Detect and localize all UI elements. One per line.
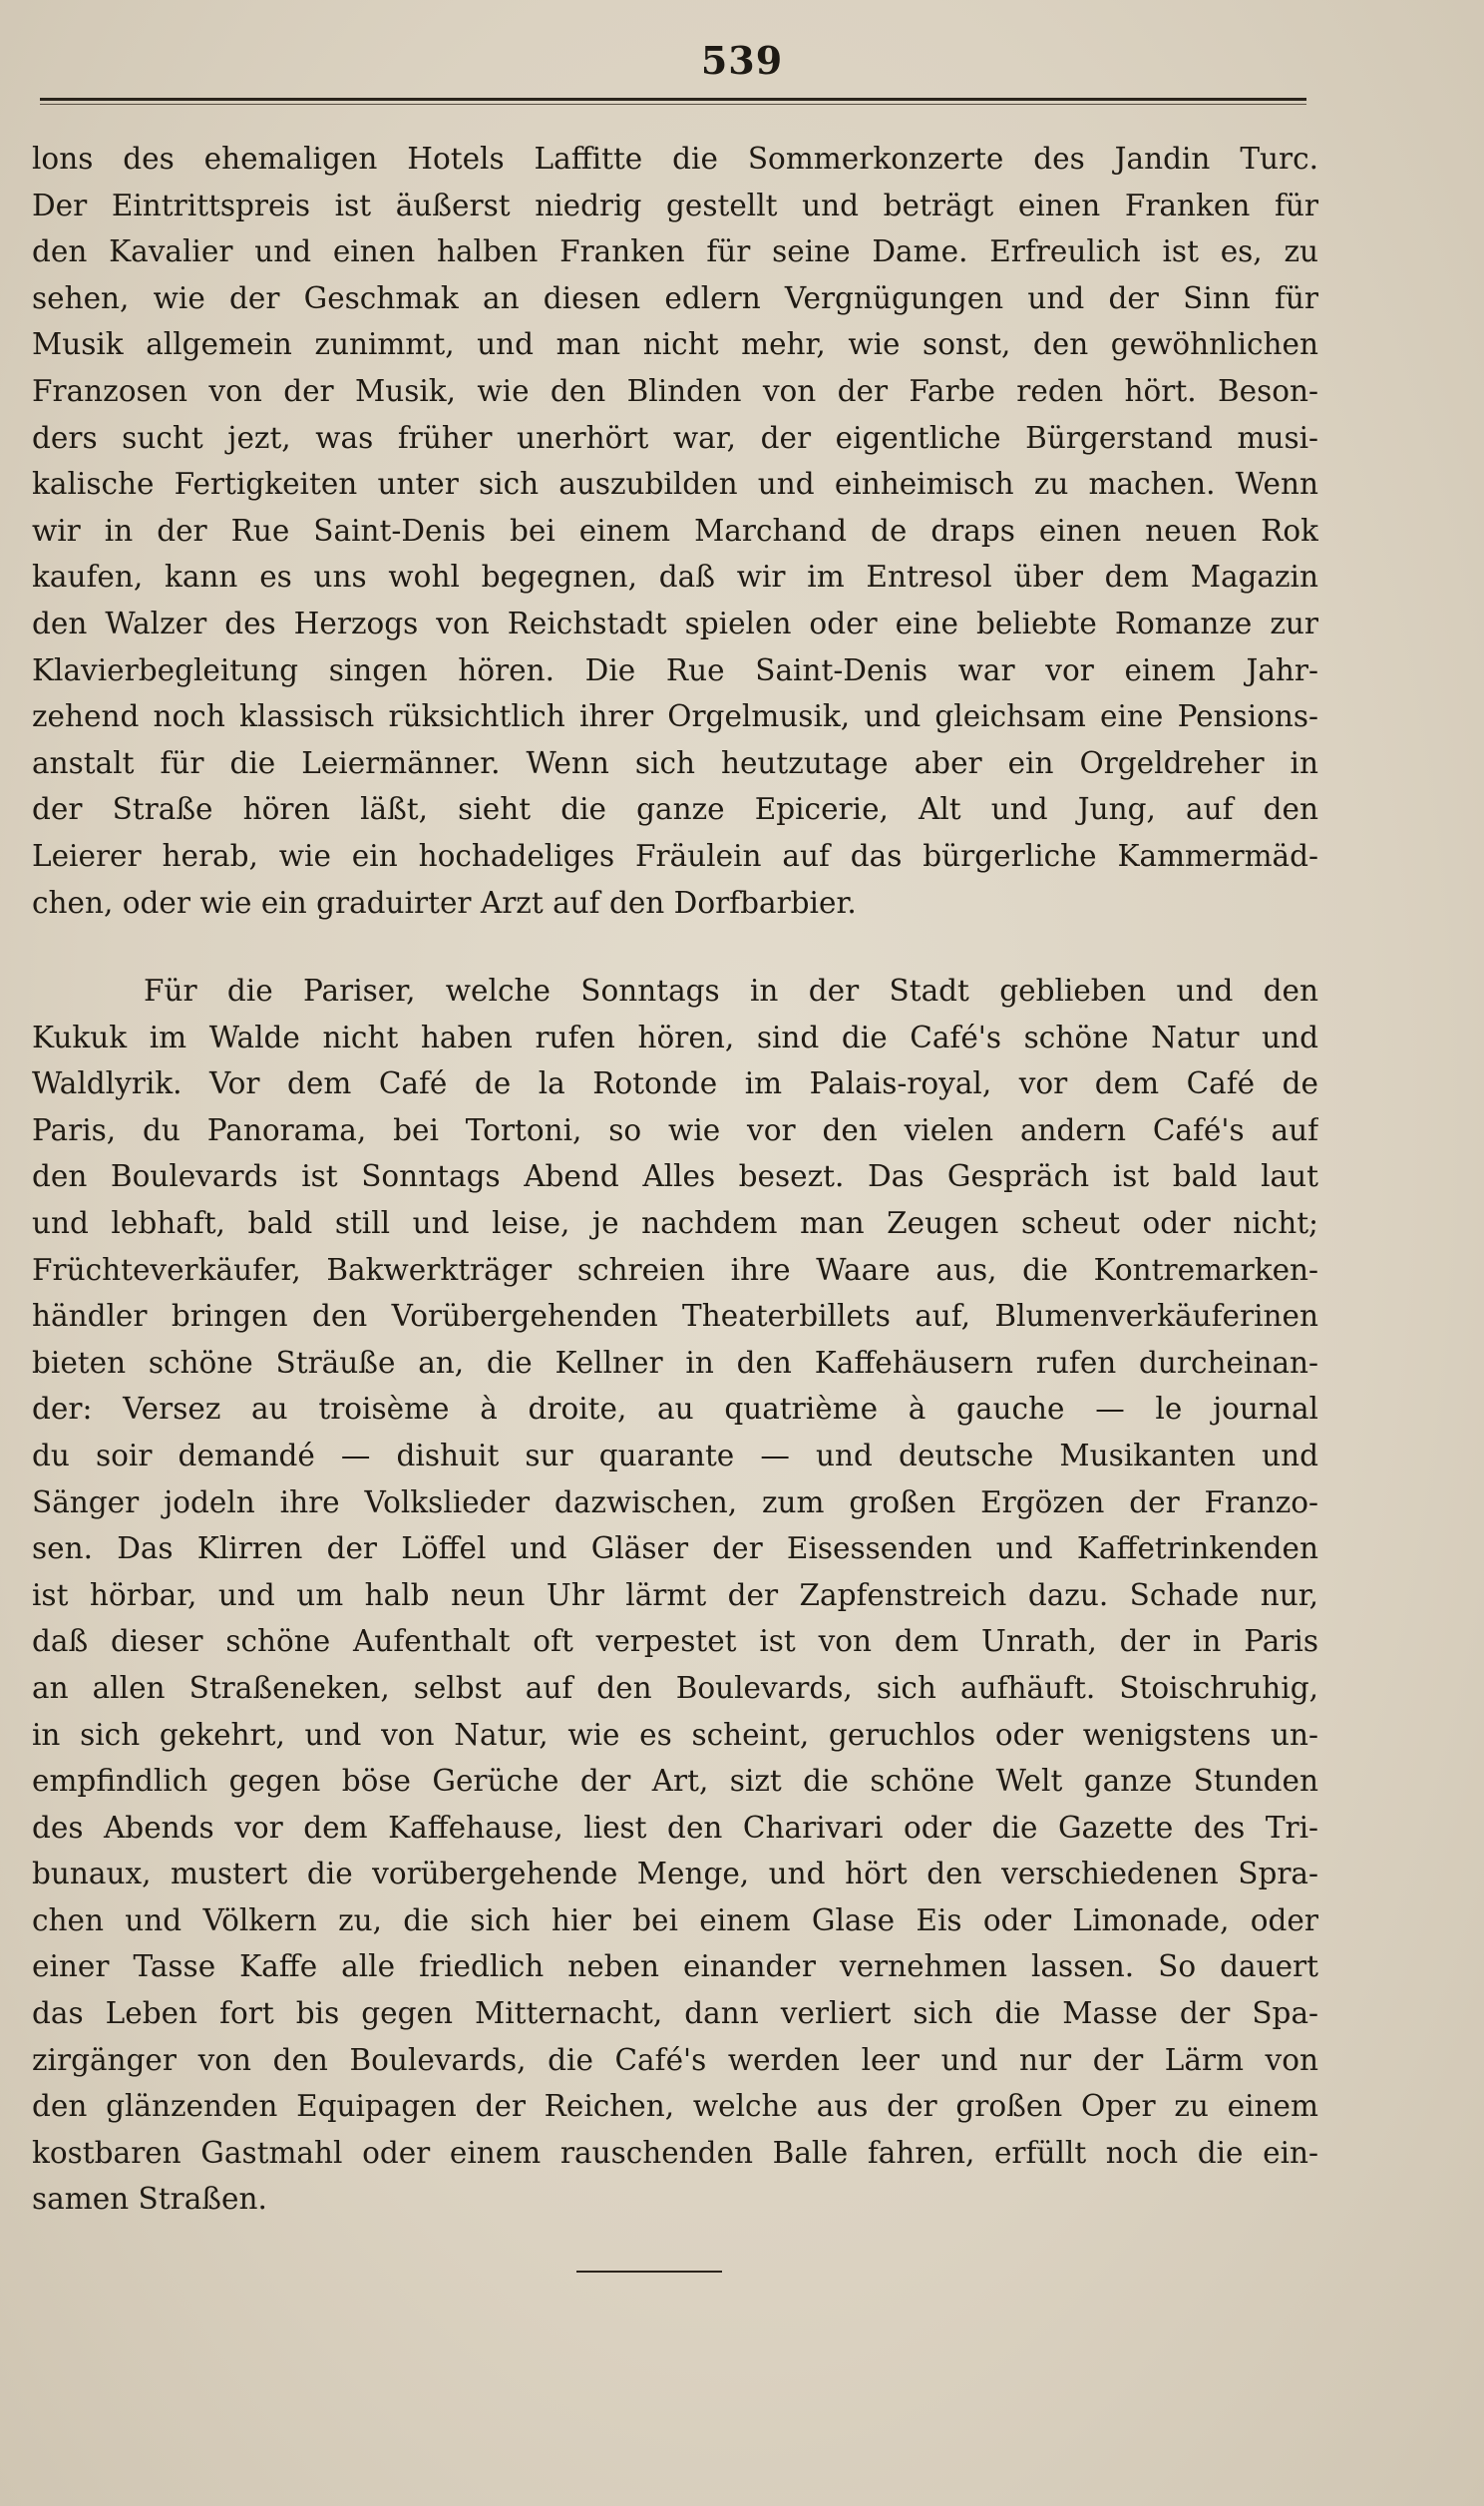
text-line: kaufen, kann es uns wohl begegnen, daß wir im Entresol über dem Magazin (32, 560, 1318, 595)
text-line: sehen, wie der Geschmak an diesen edlern Vergnügungen und der Sinn für (32, 280, 1318, 315)
text-line: an allen Straßeneken, selbst auf den Boulevards, sich aufhäuft. Stoischruhig, (32, 1670, 1318, 1705)
text-line: Waldlyrik. Vor dem Café de la Rotonde im Palais-royal, vor dem Café de (32, 1066, 1318, 1101)
text-line: kostbaren Gastmahl oder einem rauschenden Balle fahren, erfüllt noch die ein- (32, 2135, 1318, 2170)
text-line: chen und Völkern zu, die sich hier bei einem Glase Eis oder Limonade, oder (32, 1902, 1318, 1937)
text-line: Franzosen von der Musik, wie den Blinden von der Farbe reden hört. Beson- (32, 373, 1318, 408)
text-line: kalische Fertigkeiten unter sich auszubilden und einheimisch zu machen. Wenn (32, 467, 1318, 502)
text-line: der Straße hören läßt, sieht die ganze Epicerie, Alt und Jung, auf den (32, 792, 1318, 827)
text-line: des Abends vor dem Kaffehause, liest den Charivari oder die Gazette des Tri- (32, 1810, 1318, 1845)
text-line: Musik allgemein zunimmt, und man nicht mehr, wie sonst, den gewöhnlichen (32, 327, 1318, 362)
text-line: bieten schöne Sträuße an, die Kellner in den Kaffehäusern rufen durcheinan- (32, 1345, 1318, 1380)
text-line: den Boulevards ist Sonntags Abend Alles besezt. Das Gespräch ist bald laut (32, 1159, 1318, 1194)
text-line: Leierer herab, wie ein hochadeliges Fräulein auf das bürgerliche Kammermäd- (32, 838, 1318, 873)
header-rule-thin (40, 104, 1306, 105)
text-line: ders sucht jezt, was früher unerhört war, der eigentliche Bürgerstand musi- (32, 420, 1318, 455)
text-line: Für die Pariser, welche Sonntags in der Stadt geblieben und den (144, 974, 1318, 1008)
text-line: bunaux, mustert die vorübergehende Menge, und hört den verschiedenen Spra- (32, 1857, 1318, 1891)
text-line: in sich gekehrt, und von Natur, wie es scheint, geruchlos oder wenigstens un- (32, 1717, 1318, 1752)
text-line: zirgänger von den Boulevards, die Café's werden leer und nur der Lärm von (32, 2042, 1318, 2077)
text-line: anstalt für die Leiermänner. Wenn sich heutzutage aber ein Orgeldreher in (32, 745, 1318, 780)
text-line: Sänger jodeln ihre Volkslieder dazwischen, zum großen Ergözen der Franzo- (32, 1484, 1318, 1519)
text-line: Klavierbegleitung singen hören. Die Rue Saint-Denis war vor einem Jahr- (32, 652, 1318, 687)
text-line: du soir demandé — dishuit sur quarante — und deutsche Musikanten und (32, 1438, 1318, 1472)
text-line: zehend noch klassisch rüksichtlich ihrer Orgelmusik, und gleichsam eine Pensions- (32, 699, 1318, 734)
text-line: Der Eintrittspreis ist äußerst niedrig gestellt und beträgt einen Franken für (32, 188, 1318, 222)
text-line: empfindlich gegen böse Gerüche der Art, sizt die schöne Welt ganze Stunden (32, 1764, 1318, 1799)
page-number: 539 (700, 38, 784, 83)
text-line: den Kavalier und einen halben Franken für seine Dame. Erfreulich ist es, zu (32, 234, 1318, 269)
text-line: daß dieser schöne Aufenthalt oft verpestet ist von dem Unrath, der in Paris (32, 1624, 1318, 1659)
text-line: samen Straßen. (32, 2182, 267, 2217)
text-line: Früchteverkäufer, Bakwerkträger schreien ihre Waare aus, die Kontremarken- (32, 1252, 1318, 1287)
footer-rule (576, 2271, 722, 2273)
text-line: den Walzer des Herzogs von Reichstadt spielen oder eine beliebte Romanze zur (32, 606, 1318, 640)
text-line: sen. Das Klirren der Löffel und Gläser der Eisessenden und Kaffetrinkenden (32, 1531, 1318, 1566)
text-line: ist hörbar, und um halb neun Uhr lärmt der Zapfenstreich dazu. Schade nur, (32, 1577, 1318, 1612)
paragraph-2 (32, 968, 1318, 2223)
text-line: lons des ehemaligen Hotels Laffitte die Sommerkonzerte des Jandin Turc. (32, 142, 1318, 176)
text-line: Kukuk im Walde nicht haben rufen hören, sind die Café's schöne Natur und (32, 1020, 1318, 1054)
header-rule (40, 98, 1306, 101)
text-line: das Leben fort bis gegen Mitternacht, dann verliert sich die Masse der Spa- (32, 1996, 1318, 2031)
text-line: und lebhaft, bald still und leise, je nachdem man Zeugen scheut oder nicht; (32, 1205, 1318, 1240)
text-line: der: Versez au troisème à droite, au quatrième à gauche — le journal (32, 1392, 1318, 1427)
paragraph-1 (32, 136, 1318, 926)
text-line: einer Tasse Kaffe alle friedlich neben einander vernehmen lassen. So dauert (32, 1949, 1318, 1984)
text-line: Paris, du Panorama, bei Tortoni, so wie vor den vielen andern Café's auf (32, 1112, 1318, 1147)
text-line: händler bringen den Vorübergehenden Theaterbillets auf, Blumenverkäuferinen (32, 1299, 1318, 1334)
text-line: den glänzenden Equipagen der Reichen, welche aus der großen Oper zu einem (32, 2089, 1318, 2124)
text-line: wir in der Rue Saint-Denis bei einem Marchand de draps einen neuen Rok (32, 513, 1318, 548)
text-line: chen, oder wie ein graduirter Arzt auf den Dorfbarbier. (32, 885, 857, 920)
